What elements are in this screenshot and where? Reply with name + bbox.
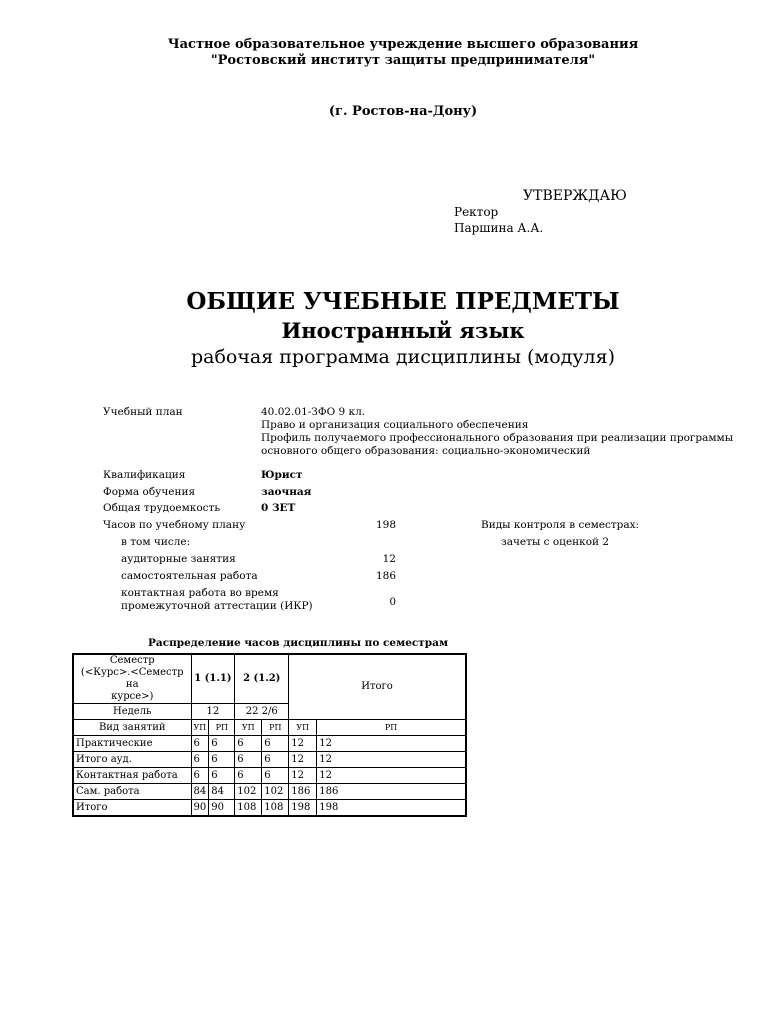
rp-header: РП (209, 720, 235, 736)
table-cell: 108 (262, 800, 289, 817)
up-header: УП (235, 720, 262, 736)
discipline-title: Иностранный язык (281, 318, 525, 343)
plan-program: Право и организация социального обеспечения (261, 419, 529, 431)
auditory-label: аудиторные занятия (121, 553, 236, 565)
table-cell: 12 (317, 752, 466, 768)
control-value: зачеты с оценкой 2 (501, 536, 610, 548)
table-cell: 6 (209, 752, 235, 768)
table-header-row (73, 654, 466, 704)
distribution-title: Распределение часов дисциплины по семестрам (148, 637, 449, 649)
semester-header-line3: курсе>) (111, 691, 154, 702)
row-label: Итого ауд. (73, 752, 191, 768)
approval-title: УТВЕРЖДАЮ (523, 188, 627, 204)
table-cell: 12 (317, 736, 466, 752)
table-cell: 90 (209, 800, 235, 817)
table-cell: 6 (191, 768, 209, 784)
hours-distribution-table (72, 653, 467, 817)
table-cell: 6 (209, 768, 235, 784)
table-cell: 84 (191, 784, 209, 800)
weeks-semester-2: 22 2/6 (235, 704, 289, 720)
table-cell: 6 (262, 752, 289, 768)
table-cell: 186 (289, 784, 317, 800)
kind-header-row (73, 720, 466, 736)
weeks-label: Недель (73, 704, 191, 720)
approval-position: Ректор (454, 205, 499, 219)
rp-header: РП (317, 720, 466, 736)
up-header: УП (191, 720, 209, 736)
labor-intensity-label: Общая трудоемкость (103, 502, 221, 514)
table-cell: 108 (235, 800, 262, 817)
table-row (73, 736, 466, 752)
hours-label: Часов по учебному плану (103, 519, 246, 531)
approval-name: Паршина А.А. (454, 221, 544, 235)
table-cell: 90 (191, 800, 209, 817)
control-label: Виды контроля в семестрах: (481, 519, 640, 531)
semester-header-cell (73, 654, 191, 704)
block-title: ОБЩИЕ УЧЕБНЫЕ ПРЕДМЕТЫ (186, 288, 620, 315)
table-row (73, 752, 466, 768)
self-work-value: 186 (375, 570, 396, 582)
table-row (73, 768, 466, 784)
qualification-value: Юрист (261, 469, 303, 481)
document-type: рабочая программа дисциплины (модуля) (190, 346, 615, 368)
institution-name: Частное образовательное учреждение высшего образования (167, 37, 639, 52)
hours-value: 198 (375, 519, 396, 531)
labor-intensity-value: 0 ЗЕТ (261, 502, 296, 514)
total-header: Итого (289, 654, 466, 720)
table-cell: 198 (317, 800, 466, 817)
table-cell: 12 (289, 752, 317, 768)
contact-work-label-1: контактная работа во время (121, 587, 279, 599)
table-cell: 186 (317, 784, 466, 800)
table-cell: 6 (209, 736, 235, 752)
table-row (73, 784, 466, 800)
row-label: Практические (73, 736, 191, 752)
plan-profile-line2: основного общего образования: социально-экономический (261, 445, 591, 457)
row-label: Контактная работа (73, 768, 191, 784)
table-cell: 6 (191, 736, 209, 752)
table-cell: 198 (289, 800, 317, 817)
plan-code: 40.02.01-ЗФО 9 кл. (261, 406, 366, 418)
institution-full-name: "Ростовский институт защиты предпринимателя" (210, 53, 596, 68)
table-cell: 6 (235, 752, 262, 768)
rp-header: РП (262, 720, 289, 736)
contact-work-label-2: промежуточной аттестации (ИКР) (121, 600, 313, 612)
contact-work-value: 0 (389, 596, 396, 608)
table-cell: 6 (262, 736, 289, 752)
semester-header-line1: Семестр (109, 655, 155, 666)
table-cell: 84 (209, 784, 235, 800)
including-label: в том числе: (121, 536, 191, 548)
up-header: УП (289, 720, 317, 736)
semester-header-line2: (<Курс>.<Семестр на (80, 667, 184, 690)
table-cell: 6 (235, 768, 262, 784)
row-label: Итого (73, 800, 191, 817)
table-cell: 12 (289, 736, 317, 752)
table-cell: 6 (191, 752, 209, 768)
weeks-semester-1: 12 (191, 704, 235, 720)
table-cell: 12 (289, 768, 317, 784)
table-row (73, 800, 466, 817)
table-cell: 6 (262, 768, 289, 784)
semester-1-header: 1 (1.1) (191, 654, 235, 704)
self-work-label: самостоятельная работа (121, 570, 258, 582)
auditory-value: 12 (382, 553, 396, 565)
plan-label: Учебный план (103, 406, 183, 418)
plan-profile-line1: Профиль получаемого профессионального образования при реализации программы (261, 432, 734, 444)
kind-label: Вид занятий (73, 720, 191, 736)
institution-city: (г. Ростов-на-Дону) (328, 104, 478, 119)
qualification-label: Квалификация (103, 469, 186, 481)
table-cell: 12 (317, 768, 466, 784)
table-cell: 6 (235, 736, 262, 752)
table-cell: 102 (262, 784, 289, 800)
semester-2-header: 2 (1.2) (235, 654, 289, 704)
row-label: Сам. работа (73, 784, 191, 800)
study-form-value: заочная (261, 486, 312, 498)
table-cell: 102 (235, 784, 262, 800)
study-form-label: Форма обучения (103, 486, 196, 498)
